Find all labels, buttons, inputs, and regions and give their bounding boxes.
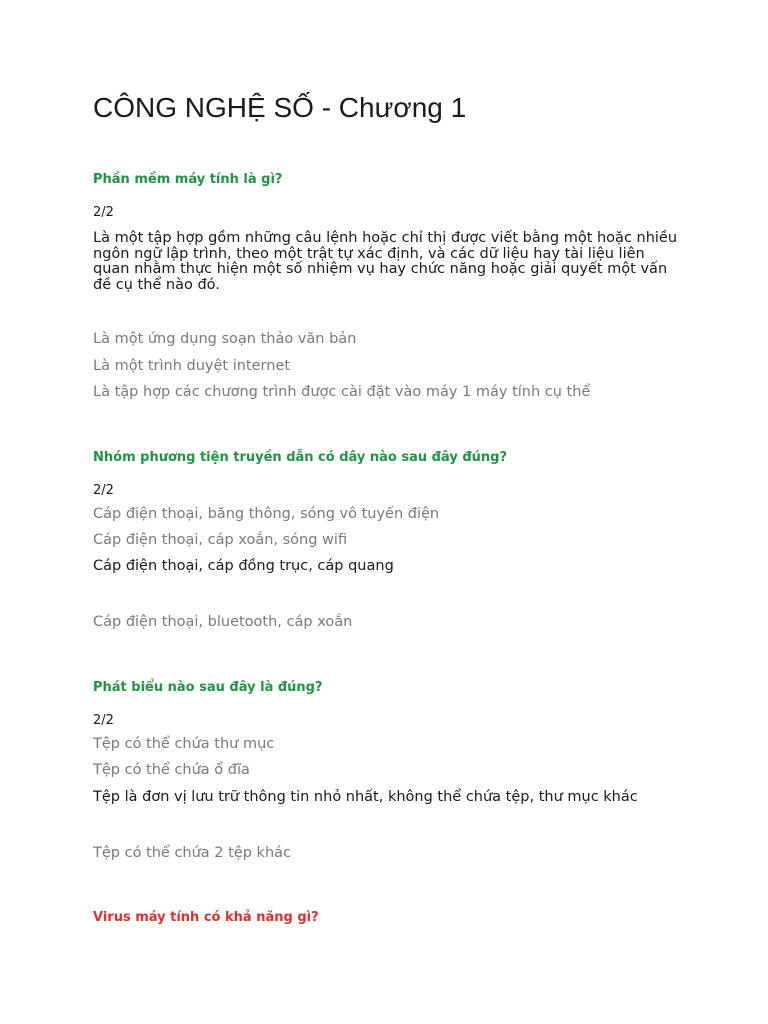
question-2-answer-3: Cáp điện thoại, cáp đồng trục, cáp quang — [93, 558, 394, 574]
question-3-answer-1: Tệp có thể chứa thư mục — [93, 736, 275, 752]
question-3-answer-4: Tệp có thể chứa 2 tệp khác — [93, 845, 291, 861]
question-1-score: 2/2 — [93, 205, 114, 220]
question-2: Nhóm phương tiện truyền dẫn có dây nào sau đây đúng? — [93, 450, 508, 465]
question-2-answer-4: Cáp điện thoại, bluetooth, cáp xoắn — [93, 614, 353, 630]
question-1-answer-3: Là một trình duyệt internet — [93, 358, 291, 374]
question-2-answer-2: Cáp điện thoại, cáp xoắn, sóng wifi — [93, 532, 348, 548]
question-1: Phần mềm máy tính là gì? — [93, 172, 283, 187]
question-1-answer-1: Là một tập hợp gồm những câu lệnh hoặc chỉ thị được viết bằng một hoặc nhiều ngôn ngữ lập trình, theo một trật tự xác định, và các dữ liệu hay tài liệu liên quan nhằm thực hiện một số nhiệm vụ hay chức năng hoặc giải quyết một vấn đề cụ thể nào đó. — [93, 230, 678, 293]
question-1-answer-2: Là một ứng dụng soạn thảo văn bản — [93, 331, 357, 347]
question-4: Virus máy tính có khả năng gì? — [93, 910, 319, 925]
question-3-score: 2/2 — [93, 713, 114, 728]
page-title: CÔNG NGHỆ SỐ - Chương 1 — [93, 92, 467, 123]
question-2-answer-1: Cáp điện thoại, băng thông, sóng vô tuyến điện — [93, 506, 440, 522]
question-3: Phát biểu nào sau đây là đúng? — [93, 680, 323, 695]
question-2-score: 2/2 — [93, 483, 114, 498]
question-3-answer-2: Tệp có thể chứa ổ đĩa — [93, 762, 250, 778]
question-3-answer-3: Tệp là đơn vị lưu trữ thông tin nhỏ nhất, không thể chứa tệp, thư mục khác — [93, 789, 638, 805]
question-1-answer-4: Là tập hợp các chương trình được cài đặt vào máy 1 máy tính cụ thể — [93, 384, 591, 400]
